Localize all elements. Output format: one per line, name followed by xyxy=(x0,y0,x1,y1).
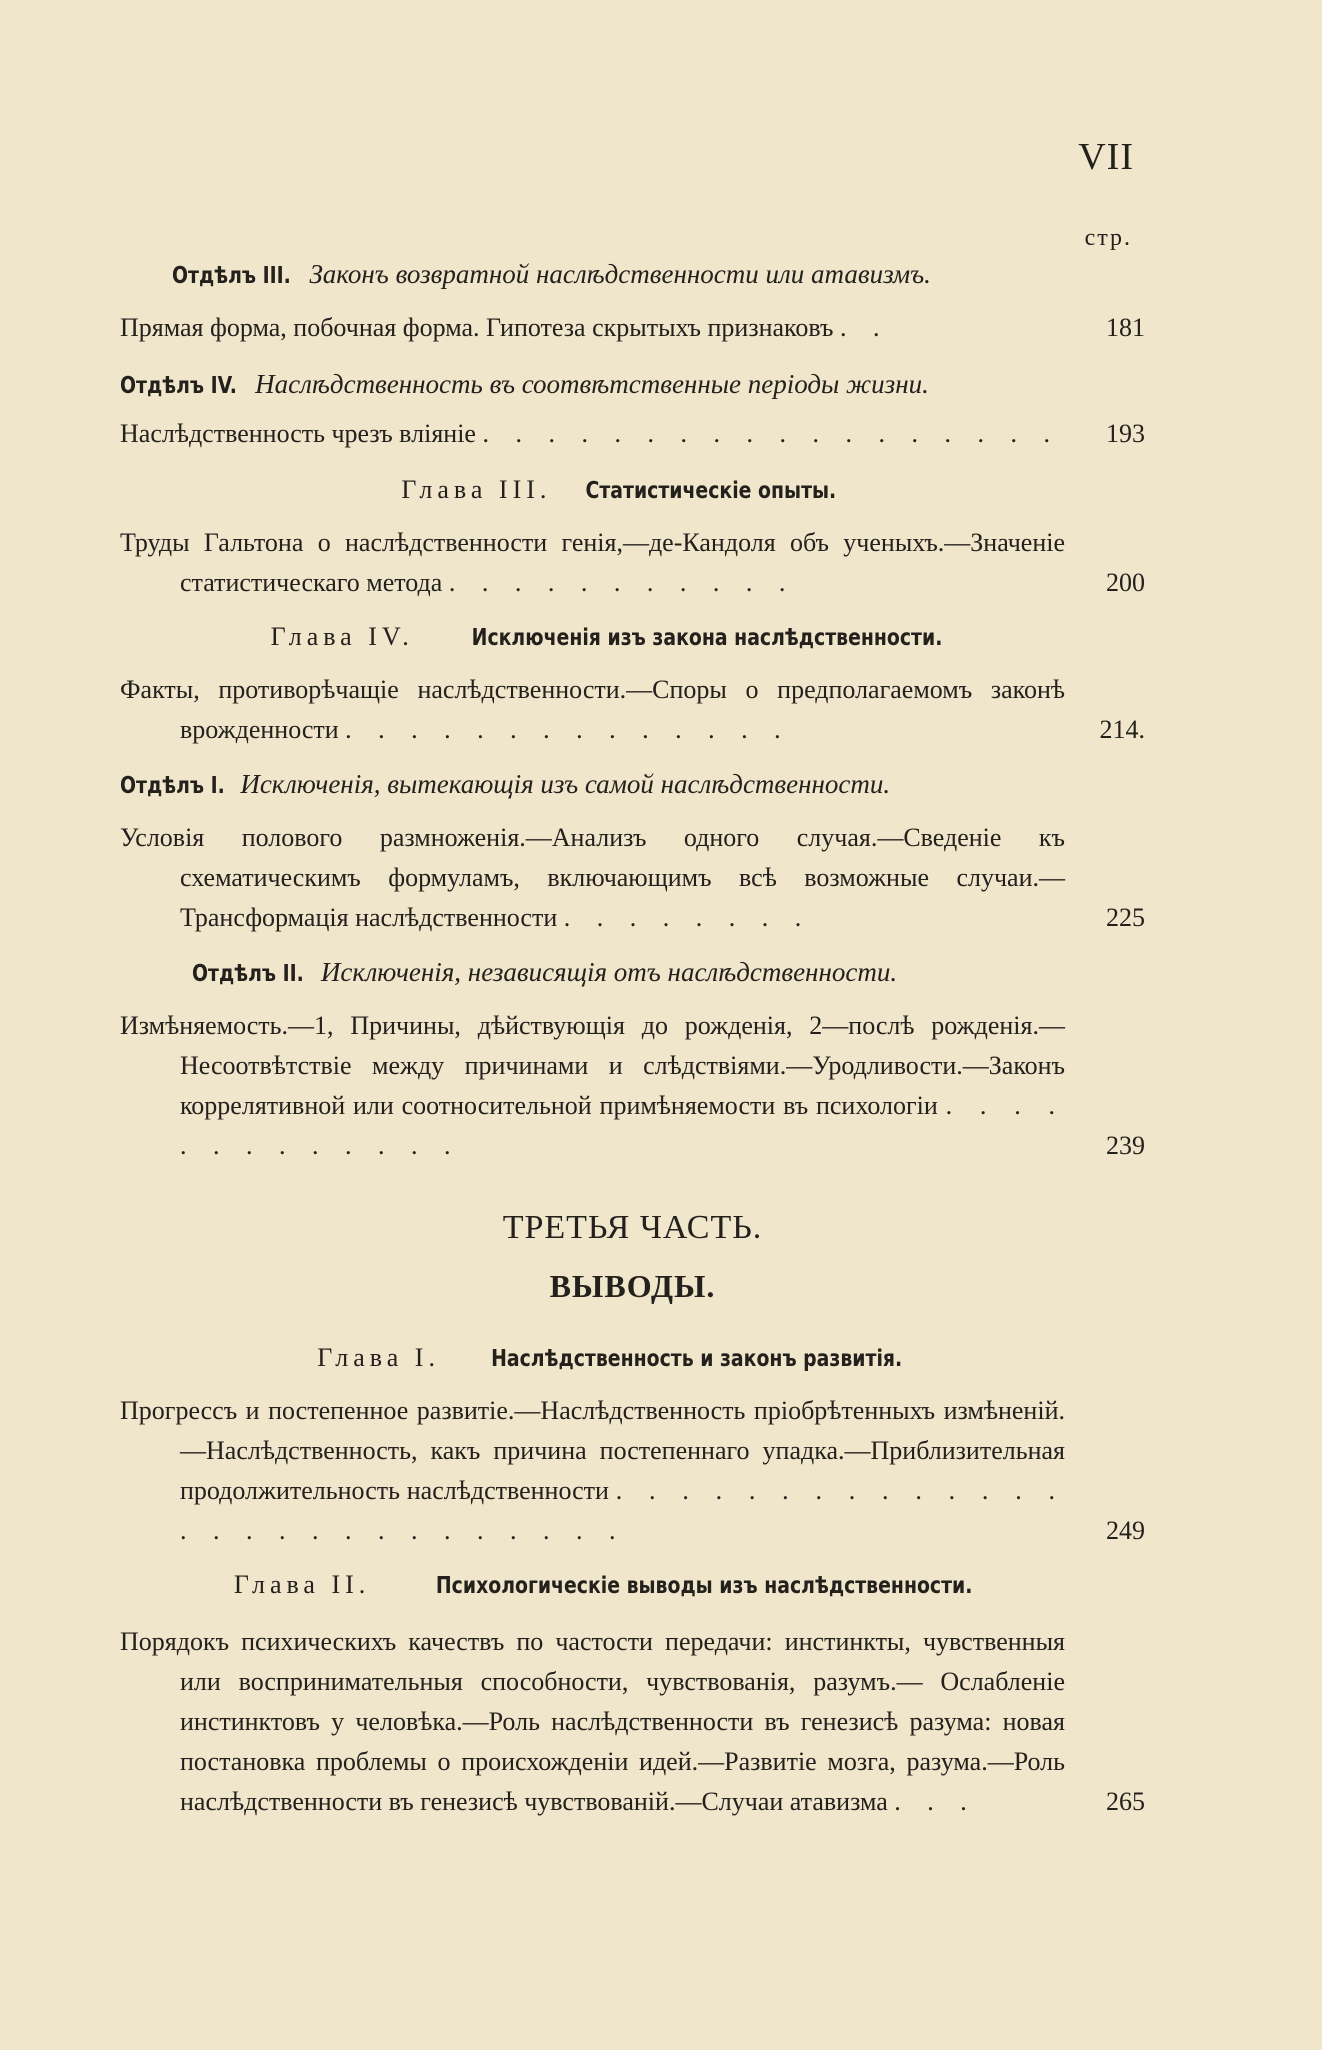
section-title: Исключенія, независящія отъ наслѣдственности. xyxy=(320,957,898,987)
toc-part-two-tail xyxy=(120,252,1145,1166)
toc-entry xyxy=(120,1622,1145,1822)
toc-heading xyxy=(120,762,1145,808)
dot-leader: . . . . . . . . . . . . . . xyxy=(345,715,791,744)
toc-heading xyxy=(120,615,1145,660)
chapter-title: Статистическіе опыты. xyxy=(585,478,837,504)
toc-heading xyxy=(120,252,1145,298)
toc-entry xyxy=(120,308,1145,348)
toc-heading xyxy=(120,1563,1145,1608)
chapter-title: Исключенія изъ закона наслѣдственности. xyxy=(471,625,943,651)
entry-page-number: 239 xyxy=(1106,1131,1145,1160)
chapter-label: Глава II. xyxy=(233,1570,371,1599)
entry-page-number: 193 xyxy=(1106,419,1145,448)
chapter-label: Глава IV. xyxy=(270,622,414,651)
dot-leader: . . . xyxy=(894,1787,977,1816)
toc-entry xyxy=(120,1006,1145,1166)
section-title: Исключенія, вытекающія изъ самой наслѣдственности. xyxy=(240,769,891,799)
toc-entry xyxy=(120,670,1145,750)
entry-description: Прямая форма, побочная форма. Гипотеза скрытыхъ признаковъ xyxy=(120,313,834,342)
toc-entry xyxy=(120,414,1145,454)
dot-leader: . . xyxy=(839,313,890,342)
dot-leader: . . . . . . . . . . . . . xyxy=(180,1091,1066,1160)
dot-leader: . . . . . . . . . . . xyxy=(448,568,796,597)
entry-page-number: 181 xyxy=(1106,313,1145,342)
toc-heading xyxy=(120,950,1145,996)
entry-page-number: 200 xyxy=(1106,568,1145,597)
section-label: Отдѣлъ IV. xyxy=(120,373,237,399)
entry-text xyxy=(120,1391,1145,1551)
entry-text xyxy=(120,1006,1145,1166)
part-subtitle: ВЫВОДЫ. xyxy=(549,1268,716,1304)
entry-description: Условія полового размноженія.—Анализъ одного случая.—Сведеніе къ схематическимъ формуламъ, включающимъ всѣ возможные случаи.—Трансформація наслѣдственности xyxy=(120,823,1065,932)
part-three-heading xyxy=(120,1200,1145,1316)
entry-description: Прогрессъ и постепенное развитіе.—Наслѣдственность пріобрѣтенныхъ измѣненій.—Наслѣдственность, какъ причина постепеннаго упадка.—Приблизительная продолжительность наслѣдственности xyxy=(120,1396,1065,1505)
dot-leader: . . . . . . . . xyxy=(563,903,812,932)
entry-text xyxy=(120,818,1145,938)
section-title: Законъ возвратной наслѣдственности или атавизмъ. xyxy=(309,259,931,289)
entry-text xyxy=(120,308,1145,348)
entry-page-number: 214. xyxy=(1099,715,1145,744)
chapter-title: Наслѣдственность и законъ развитія. xyxy=(491,1346,903,1372)
chapter-label: Глава III. xyxy=(401,475,552,504)
toc-heading xyxy=(120,1336,1145,1381)
section-label: Отдѣлъ III. xyxy=(172,263,291,289)
entry-page-number: 225 xyxy=(1106,903,1145,932)
page-folio: VII xyxy=(1078,136,1134,178)
entry-text xyxy=(120,523,1145,603)
table-of-contents xyxy=(120,252,1145,1822)
part-title: ТРЕТЬЯ ЧАСТЬ. xyxy=(502,1209,763,1246)
chapter-label: Глава I. xyxy=(317,1343,440,1372)
toc-entry xyxy=(120,523,1145,603)
entry-page-number: 249 xyxy=(1106,1516,1145,1545)
entry-page-number: 265 xyxy=(1106,1787,1145,1816)
entry-text xyxy=(120,1622,1145,1822)
toc-part-three xyxy=(120,1336,1145,1822)
toc-heading xyxy=(120,468,1145,513)
section-title: Наслѣдственность въ соотвѣтственные періоды жизни. xyxy=(255,369,929,399)
toc-entry xyxy=(120,818,1145,938)
entry-description: Порядокъ психическихъ качествъ по частости передачи: инстинкты, чувственныя или воспринимательныя способности, чувствованія, разумъ.— Ослабленіе инстинктовъ у человѣка.—Роль наслѣдственности въ генезисѣ разума: новая постановка проблемы о происхожденіи идей.—Развитіе мозга, разума.—Роль наслѣдственности въ генезисѣ чувствованій.—Случаи атавизма xyxy=(120,1627,1065,1816)
toc-entry xyxy=(120,1391,1145,1551)
chapter-title: Психологическіе выводы изъ наслѣдственности. xyxy=(435,1573,973,1599)
dot-leader: . . . . . . . . . . . . . . . . . . xyxy=(482,419,1060,448)
page-column-label: стр. xyxy=(1084,225,1132,251)
entry-description: Факты, противорѣчащіе наслѣдственности.—Споры о предполагаемомъ законѣ врожденности xyxy=(120,675,1065,744)
entry-description: Наслѣдственность чрезъ вліяніе xyxy=(120,419,476,448)
dot-leader: . . . . . . . . . . . . . . . . . . . . . . . . . . . . xyxy=(180,1476,1066,1545)
entry-text xyxy=(120,670,1145,750)
entry-description: Труды Гальтона о наслѣдственности генія,—де-Кандоля объ ученыхъ.—Значеніе статистическаго метода xyxy=(120,528,1065,597)
section-label: Отдѣлъ I. xyxy=(120,773,225,799)
entry-text xyxy=(120,414,1145,454)
entry-description: Измѣняемость.—1, Причины, дѣйствующія до рожденія, 2—послѣ рожденія.—Несоотвѣтствіе между причинами и слѣдствіями.—Уродливости.—Законъ коррелятивной или соотносительной примѣняемости въ психологіи xyxy=(120,1011,1065,1120)
section-label: Отдѣлъ II. xyxy=(192,961,304,987)
toc-heading xyxy=(120,362,1145,408)
